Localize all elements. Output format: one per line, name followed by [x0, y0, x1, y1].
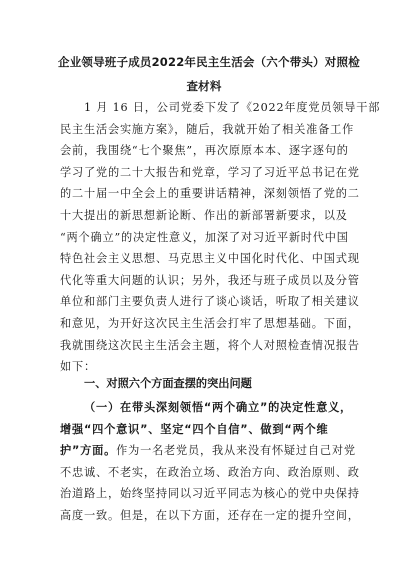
- intro-paragraph: [60, 97, 381, 378]
- intro-line: 学习了党的二十大报告和党章，学习了习近平总书记在党: [60, 165, 360, 179]
- subsection-heading-line-2: 增强“四个意识”、坚定“四个自信”、做到“两个维: [60, 422, 329, 436]
- subsection-body-line: 不忠诚、不老实，在政治立场、政治方向、政治原则、政: [60, 465, 360, 479]
- intro-line: “两个确立”的决定性意义，加深了对习近平新时代中国: [60, 230, 349, 244]
- subsection-body-start: 作为一名老党员，我从来没有怀疑过自己对党: [116, 444, 356, 458]
- intro-line: 我就围绕这次民主生活会主题，将个人对照检查情况报告: [60, 338, 360, 352]
- intro-line: 民主生活会实施方案》，随后，我就开始了相关准备工作: [60, 122, 355, 136]
- subsection-body-line: 治道路上，始终坚持同以习近平同志为核心的党中央保持: [60, 487, 360, 501]
- intro-line: 代化等重大问题的认识；另外，我还与班子成员以及分管: [60, 273, 360, 287]
- title-line-2: 查材料: [186, 79, 222, 93]
- document-title: [58, 50, 360, 98]
- subsection-heading-tail: 护”方面。: [60, 444, 117, 458]
- title-line-1: 企业领导班子成员2022年民主生活会（六个带头）对照检: [58, 55, 360, 69]
- intro-line: 如下：: [60, 360, 96, 374]
- subsection-heading-line-1: （一）在带头深刻领悟“两个确立”的决定性意义，: [84, 401, 353, 414]
- section-heading-1: 一、对照六个方面查摆的突出问题: [84, 377, 252, 390]
- intro-line: 和意见，为开好这次民主生活会打牢了思想基础。下面，: [60, 316, 360, 330]
- intro-line: 单位和部门主要负责人进行了谈心谈话，听取了相关建议: [60, 295, 360, 309]
- intro-line: 的二十届一中全会上的重要讲话精神，深刻领悟了党的二: [60, 187, 360, 201]
- subsection-mixed-line: [60, 440, 356, 462]
- subsection-1: [60, 397, 360, 527]
- intro-line: 十大提出的新思想新论断、作出的新部署新要求，以及: [60, 208, 348, 222]
- intro-line: 1 月 16 日，公司党委下发了《2022年度党员领导干部: [84, 101, 381, 114]
- intro-line: 特色社会主义思想、马克思主义中国化时代化、中国式现: [60, 252, 360, 266]
- intro-line: 会前，我围绕“七个聚焦”，再次原原本本、逐字逐句的: [60, 144, 349, 158]
- subsection-body-line: 高度一致。但是，在以下方面，还存在一定的提升空间，: [60, 508, 360, 522]
